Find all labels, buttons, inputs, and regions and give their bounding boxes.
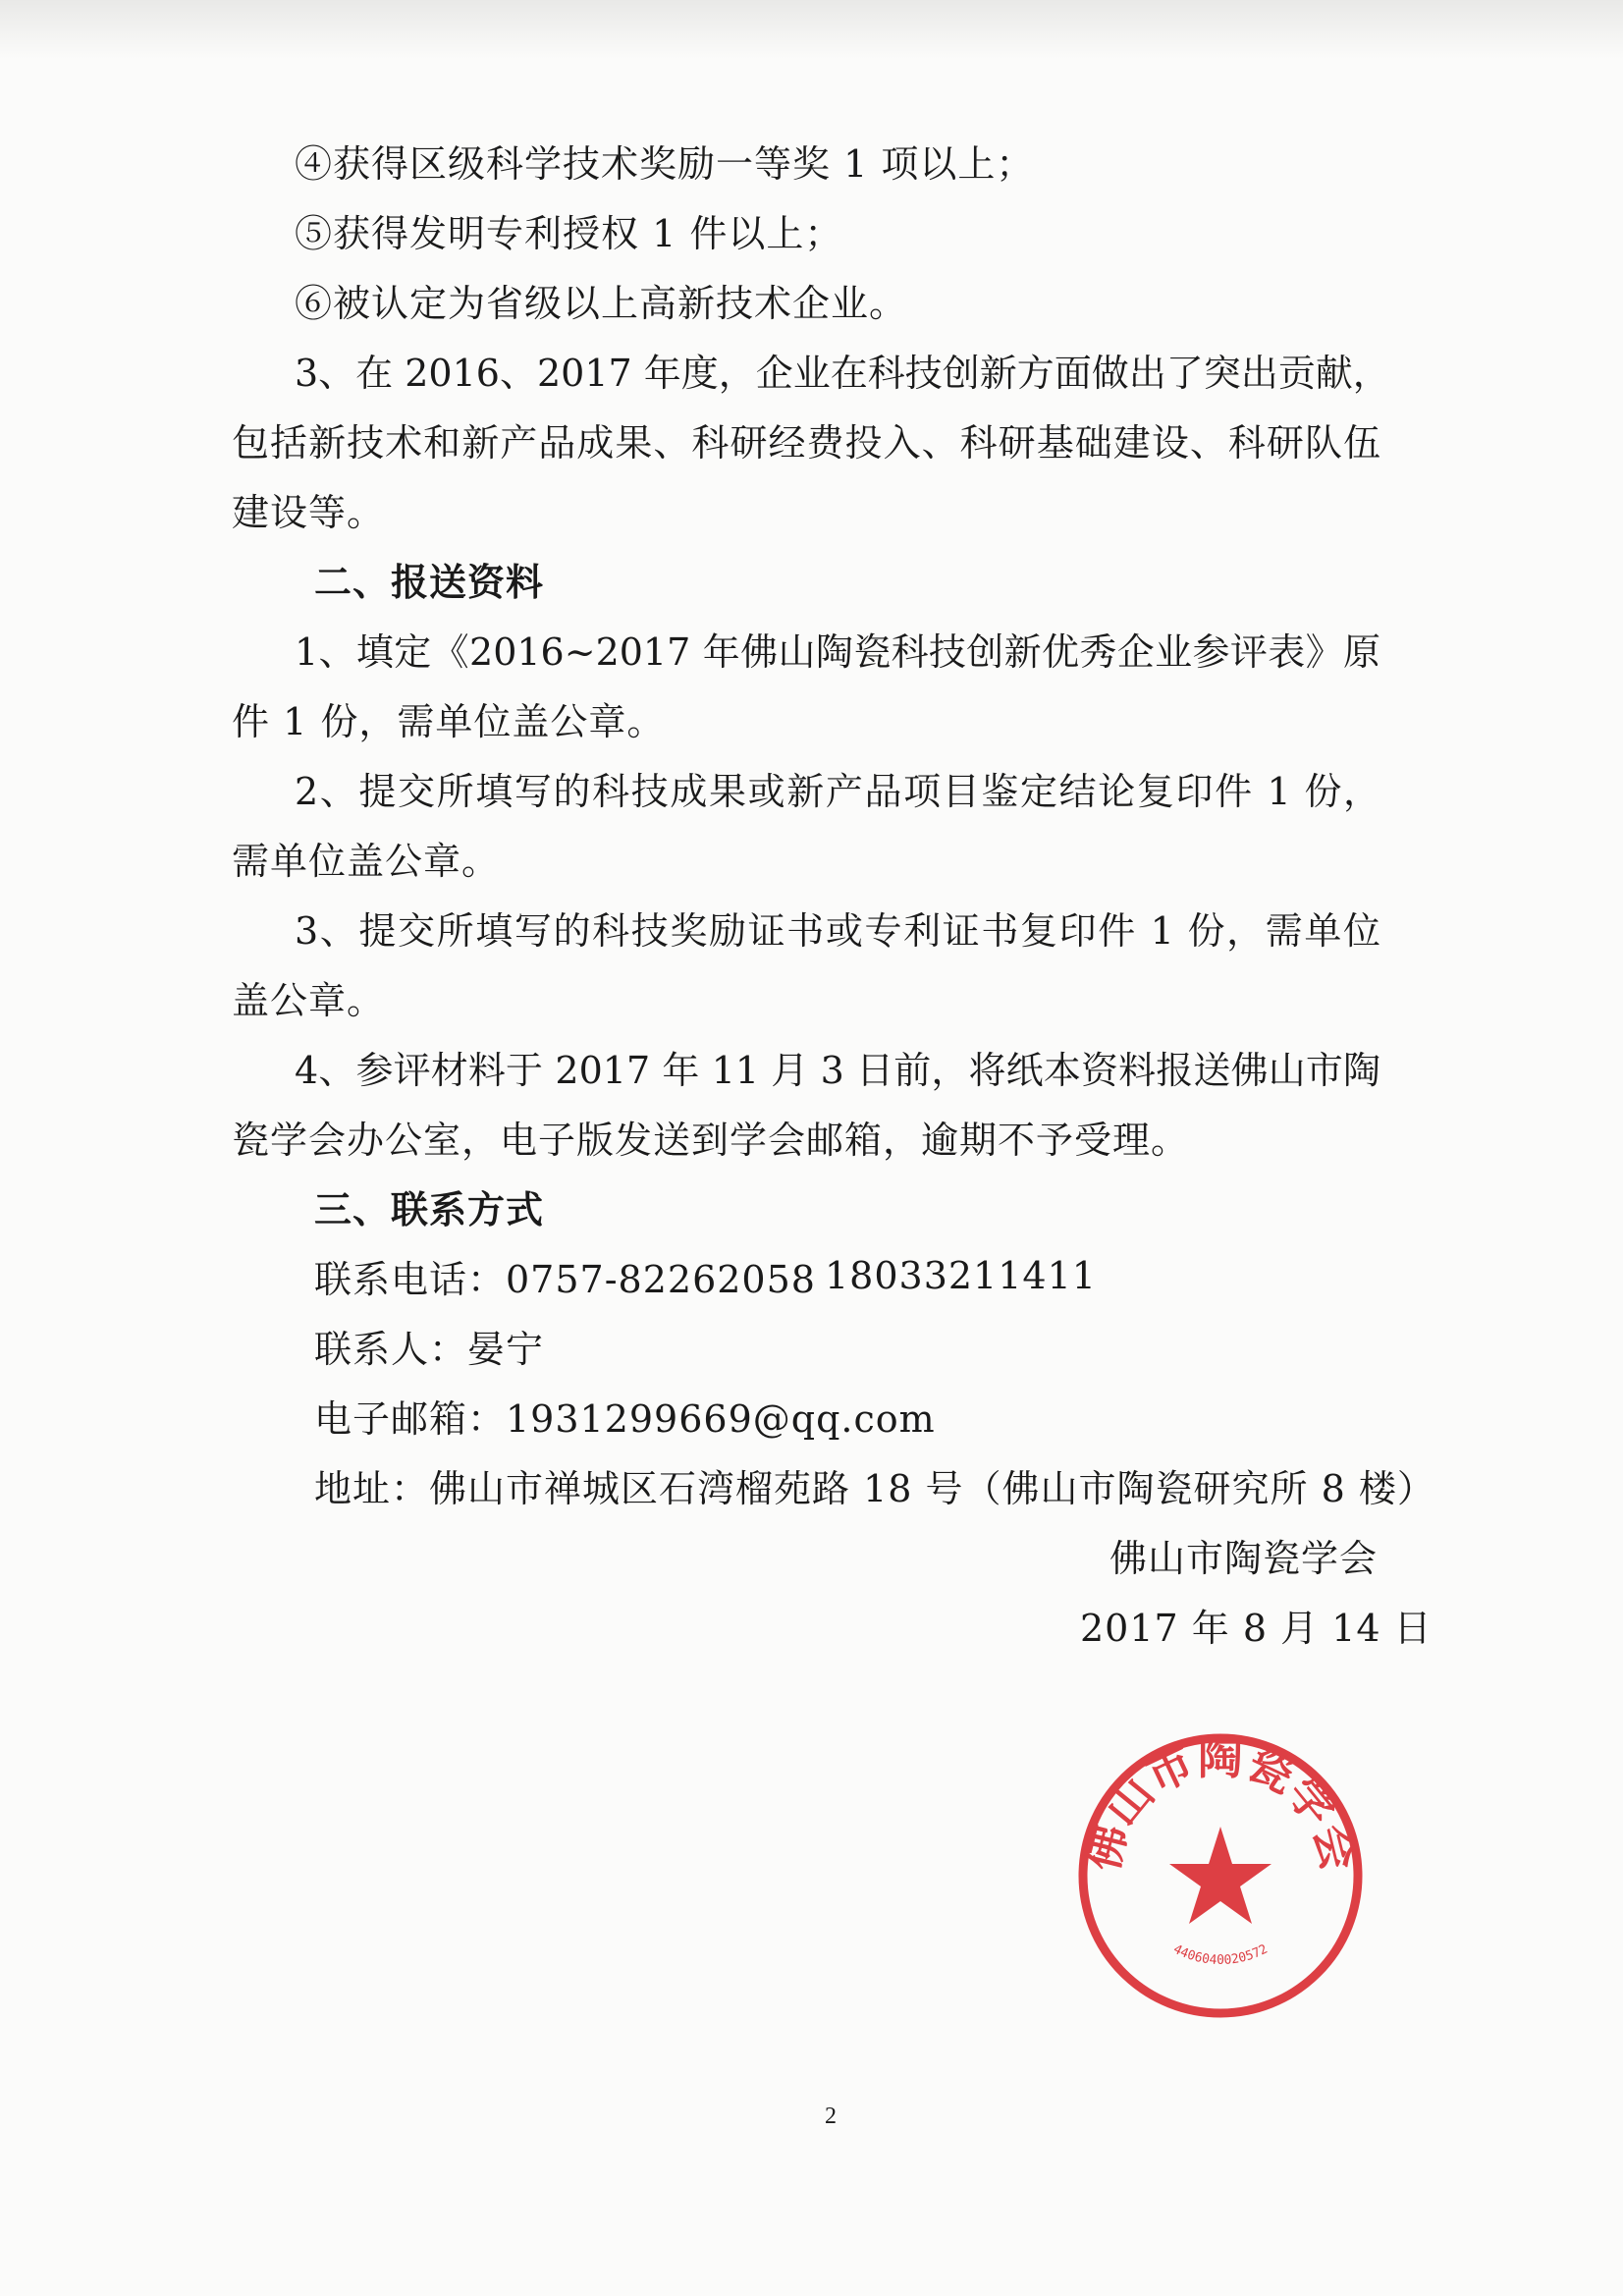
section-heading-contact: 三、联系方式	[314, 1187, 545, 1231]
condition-item-5: ⑤获得发明专利授权 1 件以上；	[295, 212, 843, 255]
contact-person: 联系人：晏宁	[314, 1328, 545, 1371]
signature-date: 2017 年 8 月 14 日	[1080, 1607, 1433, 1650]
contact-address: 地址：佛山市禅城区石湾榴苑路 18 号（佛山市陶瓷研究所 8 楼）	[314, 1467, 1435, 1510]
signature-organization: 佛山市陶瓷学会	[1109, 1537, 1379, 1580]
paragraph-3-line-2: 包括新技术和新产品成果、科研经费投入、科研基础建设、科研队伍	[232, 421, 1380, 465]
material-3-line-2: 盖公章。	[232, 979, 386, 1022]
material-1-line-2: 件 1 份，需单位盖公章。	[232, 700, 666, 743]
seal-serial: 4406040020572	[1170, 1941, 1271, 1968]
scan-edge	[0, 0, 1623, 59]
material-2-line-2: 需单位盖公章。	[232, 840, 501, 883]
contact-mobile: 18033211411	[825, 1254, 1097, 1297]
paragraph-3-line-1: 3、在 2016、2017 年度，企业在科技创新方面做出了突出贡献，	[295, 352, 1390, 395]
seal-text: 佛山市陶瓷学会	[1074, 1731, 1367, 1877]
official-seal	[1073, 1728, 1368, 2023]
paragraph-3-line-3: 建设等。	[232, 491, 386, 534]
condition-item-6: ⑥被认定为省级以上高新技术企业。	[295, 282, 908, 325]
material-2-line-1: 2、提交所填写的科技成果或新产品项目鉴定结论复印件 1 份，	[295, 770, 1380, 813]
page-number: 2	[825, 2104, 837, 2129]
material-4-line-2: 瓷学会办公室，电子版发送到学会邮箱，逾期不予受理。	[232, 1119, 1190, 1162]
condition-item-4: ④获得区级科学技术奖励一等奖 1 项以上；	[295, 142, 1035, 186]
section-heading-materials: 二、报送资料	[314, 560, 545, 604]
material-4-line-1: 4、参评材料于 2017 年 11 月 3 日前，将纸本资料报送佛山市陶	[295, 1049, 1380, 1092]
contact-email: 电子邮箱：1931299669@qq.com	[314, 1397, 936, 1441]
material-1-line-1: 1、填定《2016~2017 年佛山陶瓷科技创新优秀企业参评表》原	[295, 630, 1380, 674]
material-3-line-1: 3、提交所填写的科技奖励证书或专利证书复印件 1 份，需单位	[295, 909, 1380, 953]
contact-phone: 联系电话：0757-82262058	[314, 1258, 816, 1301]
seal-star-icon	[1169, 1827, 1271, 1924]
